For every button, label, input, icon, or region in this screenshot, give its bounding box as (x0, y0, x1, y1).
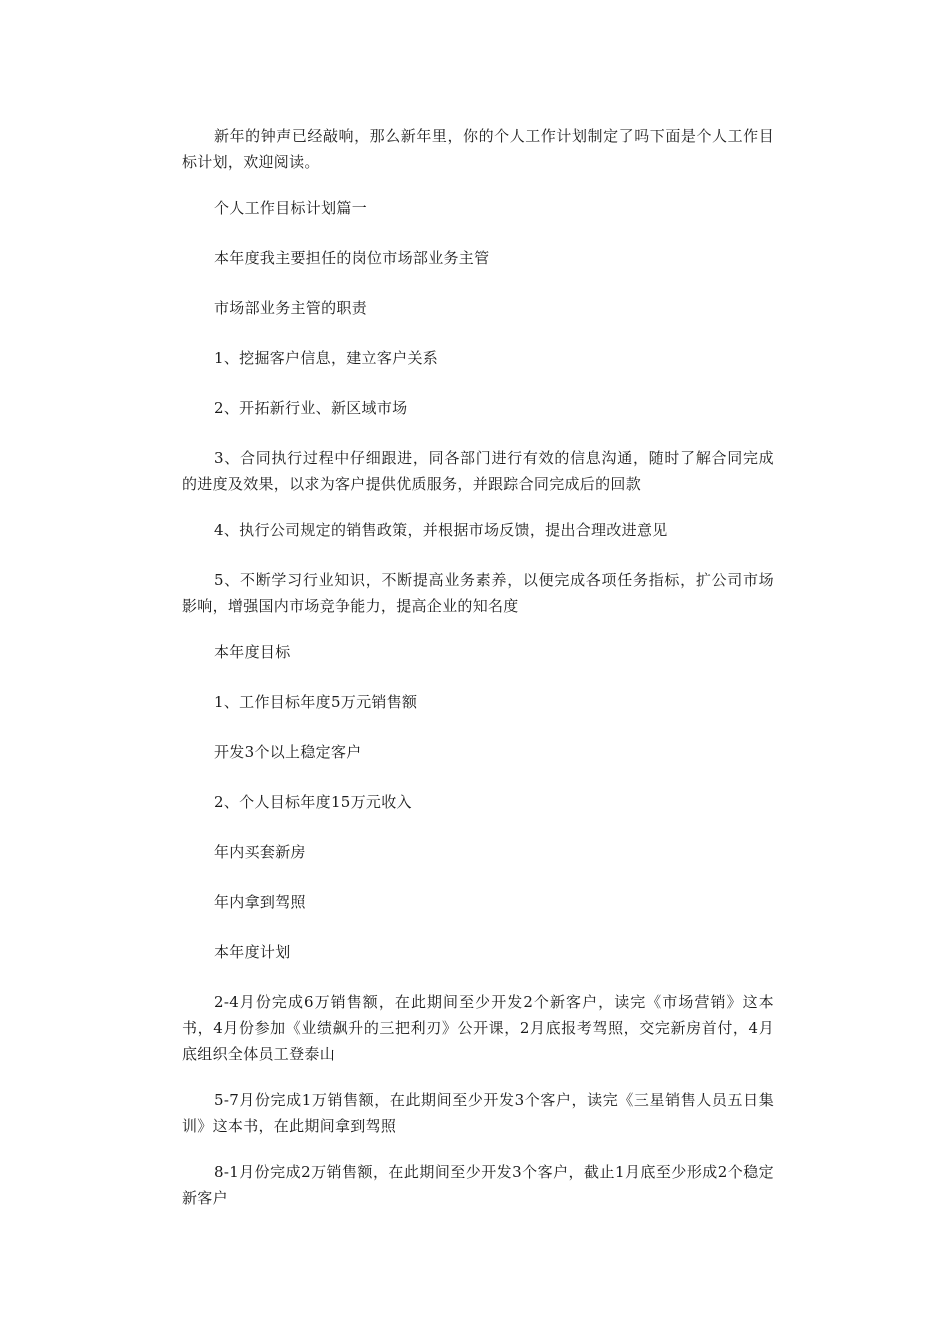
duty-item-3: 3、合同执行过程中仔细跟进，同各部门进行有效的信息沟通，随时了解合同完成的进度及效果，以求为客户提供优质服务，并跟踪合同完成后的回款 (182, 449, 774, 493)
document-body (182, 123, 774, 1231)
plan-item-feb-apr: 2-4月份完成6万销售额，在此期间至少开发2个新客户，读完《市场营销》这本书，4月份参加《业绩飙升的三把利刃》公开课，2月底报考驾照，交完新房首付，4月底组织全体员工登泰山 (182, 993, 774, 1063)
plan-item-may-jul: 5-7月份完成1万销售额，在此期间至少开发3个客户，读完《三星销售人员五日集训》这本书，在此期间拿到驾照 (182, 1091, 774, 1135)
position-paragraph: 本年度我主要担任的岗位市场部业务主管 (214, 249, 490, 267)
intro-paragraph: 新年的钟声已经敲响，那么新年里，你的个人工作计划制定了吗下面是个人工作目标计划，欢迎阅读。 (182, 127, 774, 171)
annual-plan-heading: 本年度计划 (214, 943, 291, 961)
duties-heading: 市场部业务主管的职责 (214, 299, 368, 317)
duty-item-2: 2、开拓新行业、新区域市场 (214, 399, 408, 417)
goal-item-1-detail: 开发3个以上稳定客户 (214, 743, 362, 761)
goal-item-2-license: 年内拿到驾照 (214, 893, 306, 911)
section-heading-plan-one: 个人工作目标计划篇一 (214, 199, 368, 217)
duty-item-4: 4、执行公司规定的销售政策，并根据市场反馈，提出合理改进意见 (214, 521, 668, 539)
plan-item-aug-jan: 8-1月份完成2万销售额，在此期间至少开发3个客户，截止1月底至少形成2个稳定新客户 (182, 1163, 774, 1207)
goal-item-1: 1、工作目标年度5万元销售额 (214, 693, 418, 711)
annual-goals-heading: 本年度目标 (214, 643, 291, 661)
goal-item-2-house: 年内买套新房 (214, 843, 306, 861)
duty-item-5: 5、不断学习行业知识，不断提高业务素养，以便完成各项任务指标，扩公司市场影响，增强国内市场竞争能力，提高企业的知名度 (182, 571, 774, 615)
goal-item-2: 2、个人目标年度15万元收入 (214, 793, 412, 811)
duty-item-1: 1、挖掘客户信息，建立客户关系 (214, 349, 439, 367)
